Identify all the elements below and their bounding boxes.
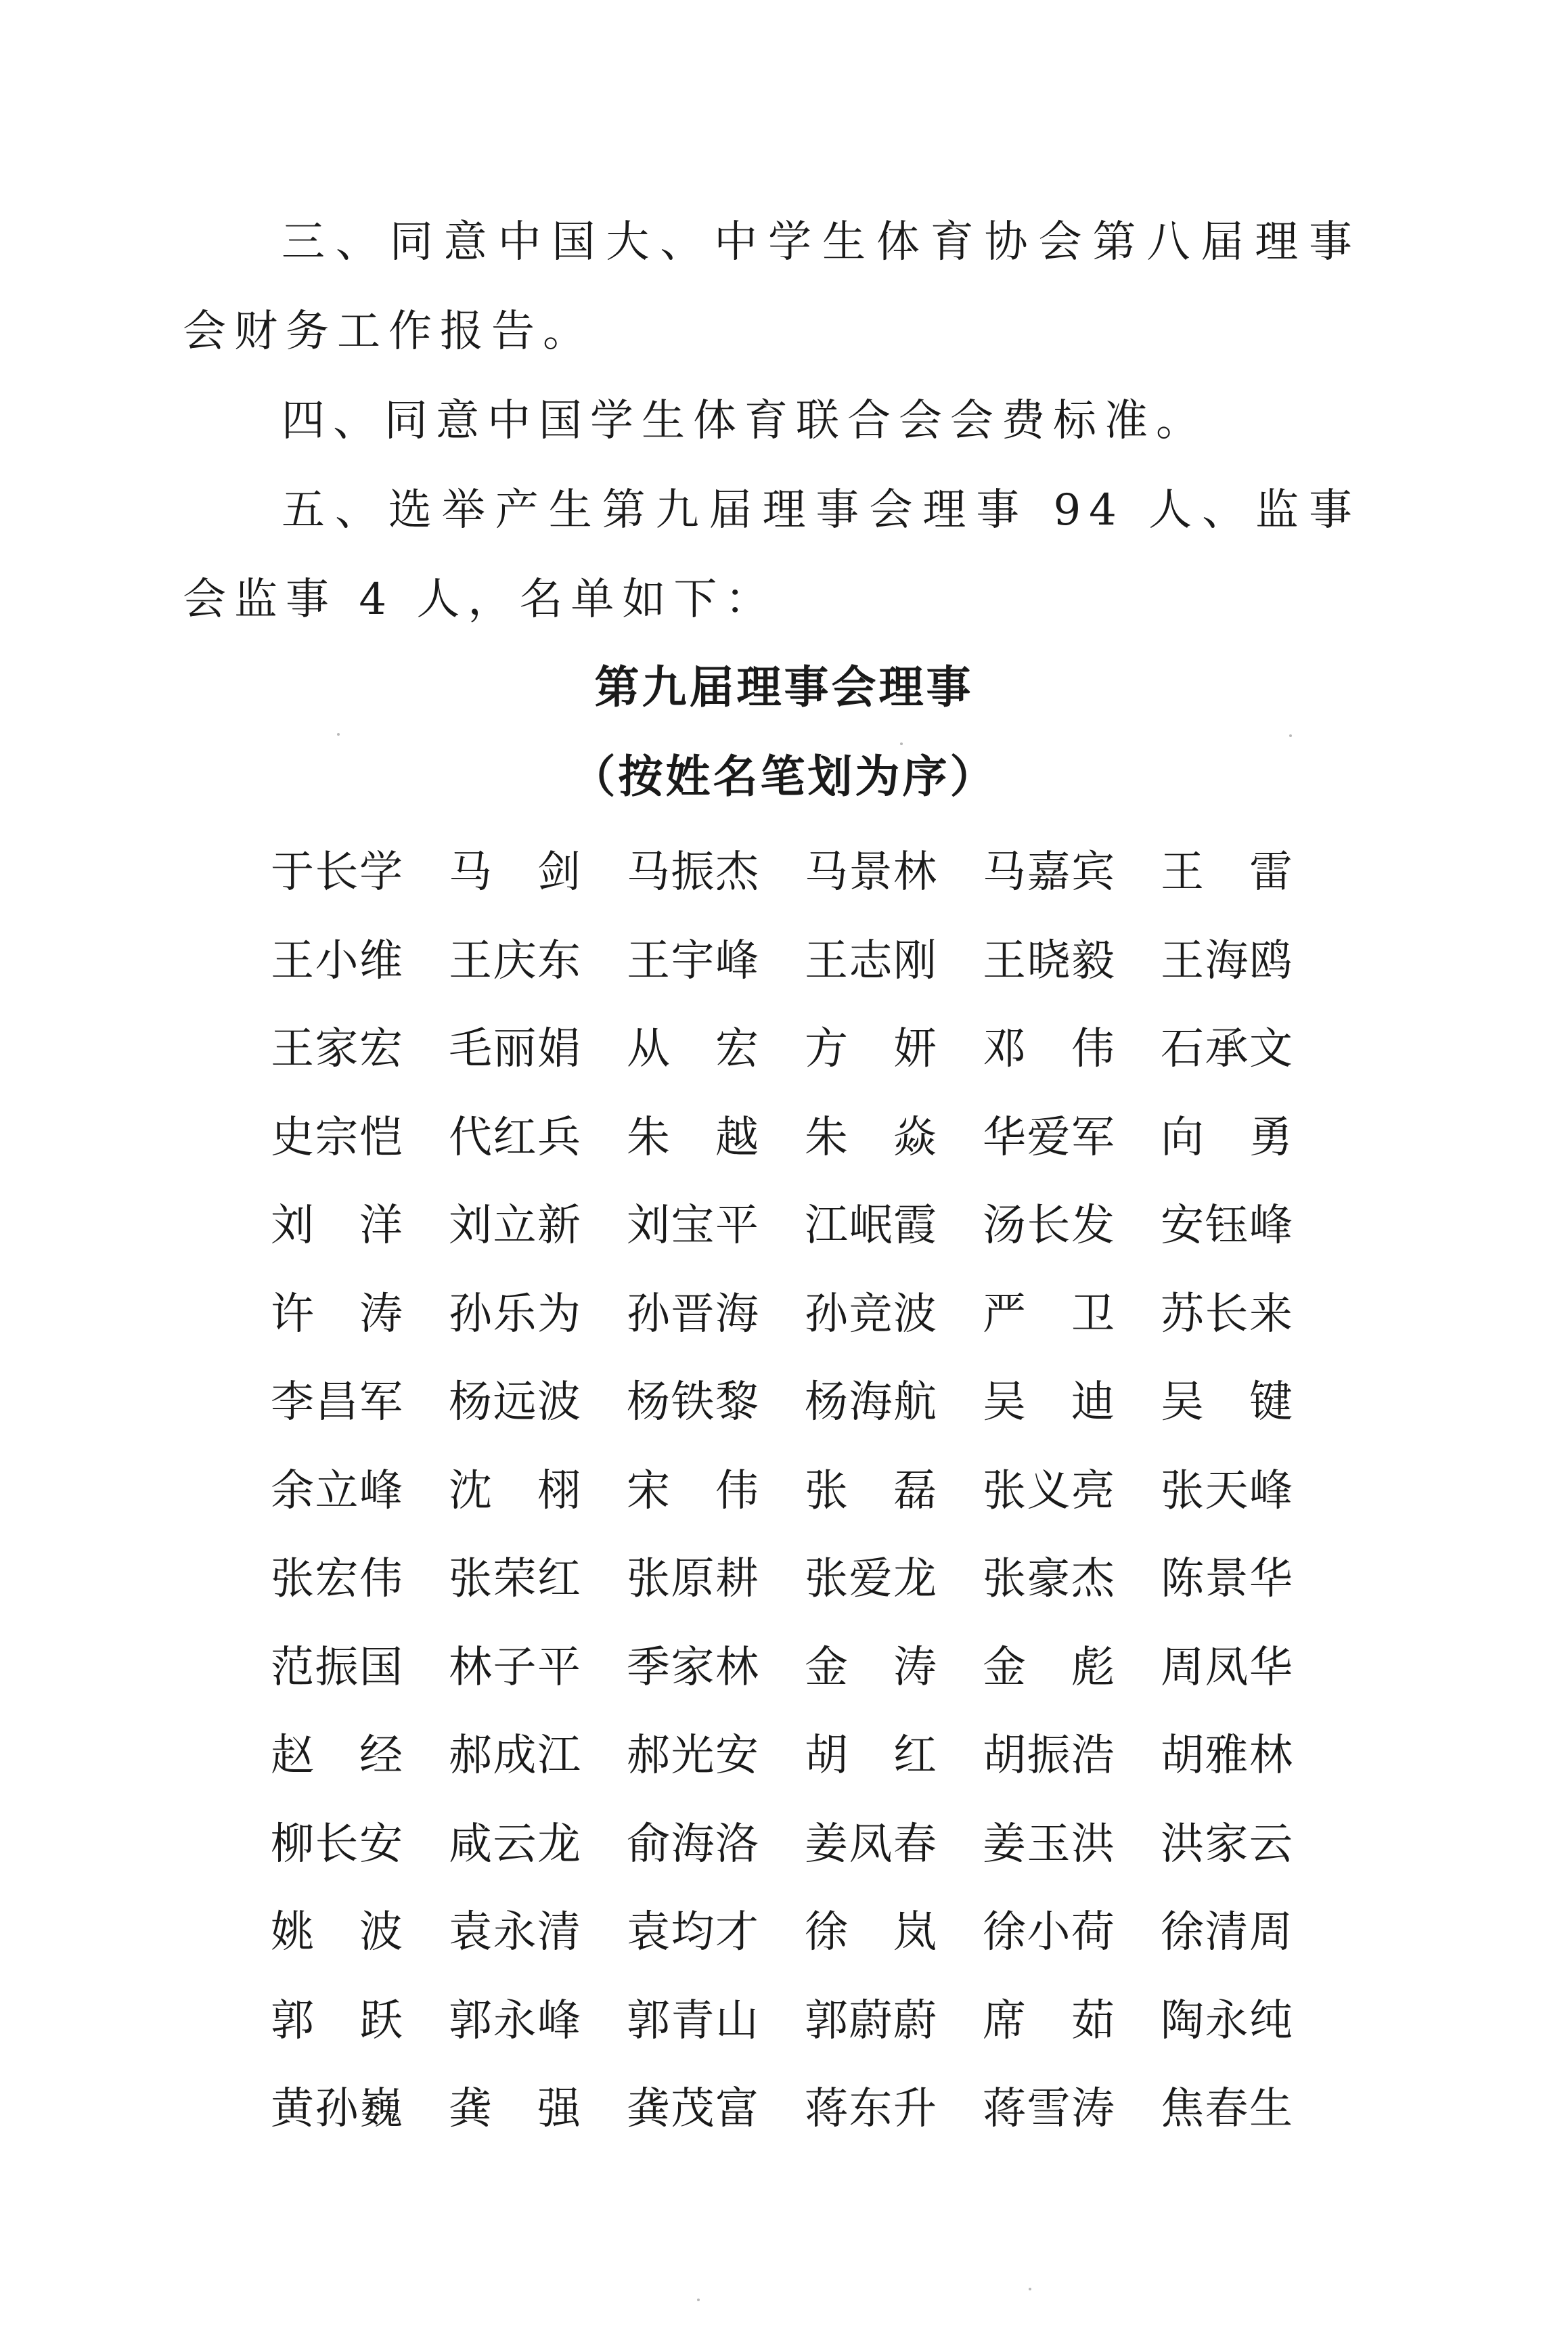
director-name: 胡 雅 林 — [1161, 1731, 1293, 1781]
director-name: 杨 铁 黎 — [627, 1377, 759, 1428]
director-name: 郝 光 安 — [627, 1731, 759, 1781]
director-name: 龚 强 — [449, 2084, 581, 2135]
director-name: 金 涛 — [805, 1642, 937, 1693]
director-name: 张 荣 红 — [449, 1554, 581, 1605]
director-name: 姚 波 — [271, 1907, 403, 1958]
list-subtitle: （按姓名笔划为序） — [570, 751, 998, 803]
director-name: 沈 栩 — [449, 1465, 581, 1516]
scan-speck — [697, 2299, 700, 2301]
director-name: 郝 成 江 — [449, 1731, 581, 1781]
director-name: 朱 越 — [627, 1112, 759, 1163]
director-name: 孙 晋 海 — [627, 1289, 759, 1339]
director-name: 严 卫 — [983, 1289, 1115, 1339]
director-name: 孙 竞 波 — [805, 1289, 937, 1339]
director-name: 马 景 林 — [805, 847, 937, 898]
director-name: 张 义 亮 — [983, 1465, 1115, 1516]
director-name: 毛 丽 娟 — [449, 1024, 581, 1075]
director-name: 龚 茂 富 — [627, 2084, 759, 2135]
director-name: 郭 跃 — [271, 1995, 403, 2046]
director-name: 王 庆 东 — [449, 935, 581, 986]
director-name: 郭 蔚 蔚 — [805, 1995, 937, 2046]
director-name: 王 宇 峰 — [627, 935, 759, 986]
scan-speck — [900, 742, 903, 745]
director-name: 金 彪 — [983, 1642, 1115, 1693]
director-name: 咸 云 龙 — [449, 1819, 581, 1869]
director-name: 向 勇 — [1161, 1112, 1293, 1163]
director-name: 俞 海 洛 — [627, 1819, 759, 1869]
scan-speck — [337, 733, 340, 736]
director-name: 袁 永 清 — [449, 1907, 581, 1958]
director-name: 王 志 刚 — [805, 935, 937, 986]
director-name: 马 嘉 宾 — [983, 847, 1115, 898]
director-name: 王 小 维 — [271, 935, 403, 986]
director-name: 赵 经 — [271, 1731, 403, 1781]
director-name: 孙 乐 为 — [449, 1289, 581, 1339]
list-title: 第九届理事会理事 — [594, 661, 974, 713]
director-name: 张 豪 杰 — [983, 1554, 1115, 1605]
director-name: 李 昌 军 — [271, 1377, 403, 1428]
director-name: 刘 宝 平 — [627, 1201, 759, 1251]
director-name: 柳 长 安 — [271, 1819, 403, 1869]
director-name: 林 子 平 — [449, 1642, 581, 1693]
director-name: 蒋 东 升 — [805, 2084, 937, 2135]
director-name: 宋 伟 — [627, 1465, 759, 1516]
director-name: 胡 振 浩 — [983, 1731, 1115, 1781]
director-name: 方 妍 — [805, 1024, 937, 1075]
paragraph-election: 五、选举产生第九届理事会理事 94 人、监事会监事 4 人，名单如下： — [183, 485, 1360, 625]
director-name: 邓 伟 — [983, 1024, 1115, 1075]
director-name: 江 岷 霞 — [805, 1201, 937, 1251]
director-name: 黄 孙 巍 — [271, 2084, 403, 2135]
director-name: 姜 凤 春 — [805, 1819, 937, 1869]
director-name: 朱 焱 — [805, 1112, 937, 1163]
director-name: 张 天 峰 — [1161, 1465, 1293, 1516]
director-name: 杨 海 航 — [805, 1377, 937, 1428]
director-name: 蒋 雪 涛 — [983, 2084, 1115, 2135]
director-name: 王 海 鸥 — [1161, 935, 1293, 986]
scan-speck — [1289, 734, 1292, 737]
scan-speck — [1029, 2288, 1031, 2290]
director-name: 苏 长 来 — [1161, 1289, 1293, 1339]
paragraph-membership-fee: 四、同意中国学生体育联合会会费标准。 — [282, 396, 1207, 446]
director-name: 徐 小 荷 — [983, 1907, 1115, 1958]
director-name: 于 长 学 — [271, 847, 403, 898]
director-name: 周 凤 华 — [1161, 1642, 1293, 1693]
director-name: 吴 键 — [1161, 1377, 1293, 1428]
director-name: 汤 长 发 — [983, 1201, 1115, 1251]
director-name: 刘 洋 — [271, 1201, 403, 1251]
director-name: 石 承 文 — [1161, 1024, 1293, 1075]
director-name: 刘 立 新 — [449, 1201, 581, 1251]
director-name: 季 家 林 — [627, 1642, 759, 1693]
director-name: 安 钰 峰 — [1161, 1201, 1293, 1251]
director-name: 华 爱 军 — [983, 1112, 1115, 1163]
director-name: 余 立 峰 — [271, 1465, 403, 1516]
director-names-grid — [271, 824, 1340, 2150]
director-name: 吴 迪 — [983, 1377, 1115, 1428]
director-name: 马 剑 — [449, 847, 581, 898]
director-name: 王 家 宏 — [271, 1024, 403, 1075]
director-name: 范 振 国 — [271, 1642, 403, 1693]
director-name: 王 雷 — [1161, 847, 1293, 898]
director-name: 陶 永 纯 — [1161, 1995, 1293, 2046]
director-name: 徐 清 周 — [1161, 1907, 1293, 1958]
director-name: 从 宏 — [627, 1024, 759, 1075]
director-name: 席 茹 — [983, 1995, 1115, 2046]
paragraph-financial-report: 三、同意中国大、中学生体育协会第八届理事会财务工作报告。 — [183, 217, 1360, 357]
director-name: 郭 青 山 — [627, 1995, 759, 2046]
director-name: 许 涛 — [271, 1289, 403, 1339]
director-name: 张 宏 伟 — [271, 1554, 403, 1605]
director-name: 王 晓 毅 — [983, 935, 1115, 986]
director-name: 代 红 兵 — [449, 1112, 581, 1163]
director-name: 姜 玉 洪 — [983, 1819, 1115, 1869]
director-name: 徐 岚 — [805, 1907, 937, 1958]
director-name: 杨 远 波 — [449, 1377, 581, 1428]
director-name: 张 磊 — [805, 1465, 937, 1516]
director-name: 胡 红 — [805, 1731, 937, 1781]
director-name: 袁 均 才 — [627, 1907, 759, 1958]
director-name: 张 原 耕 — [627, 1554, 759, 1605]
director-name: 焦 春 生 — [1161, 2084, 1293, 2135]
director-name: 洪 家 云 — [1161, 1819, 1293, 1869]
director-name: 史 宗 恺 — [271, 1112, 403, 1163]
director-name: 陈 景 华 — [1161, 1554, 1293, 1605]
director-name: 张 爱 龙 — [805, 1554, 937, 1605]
director-name: 马 振 杰 — [627, 847, 759, 898]
director-name: 郭 永 峰 — [449, 1995, 581, 2046]
